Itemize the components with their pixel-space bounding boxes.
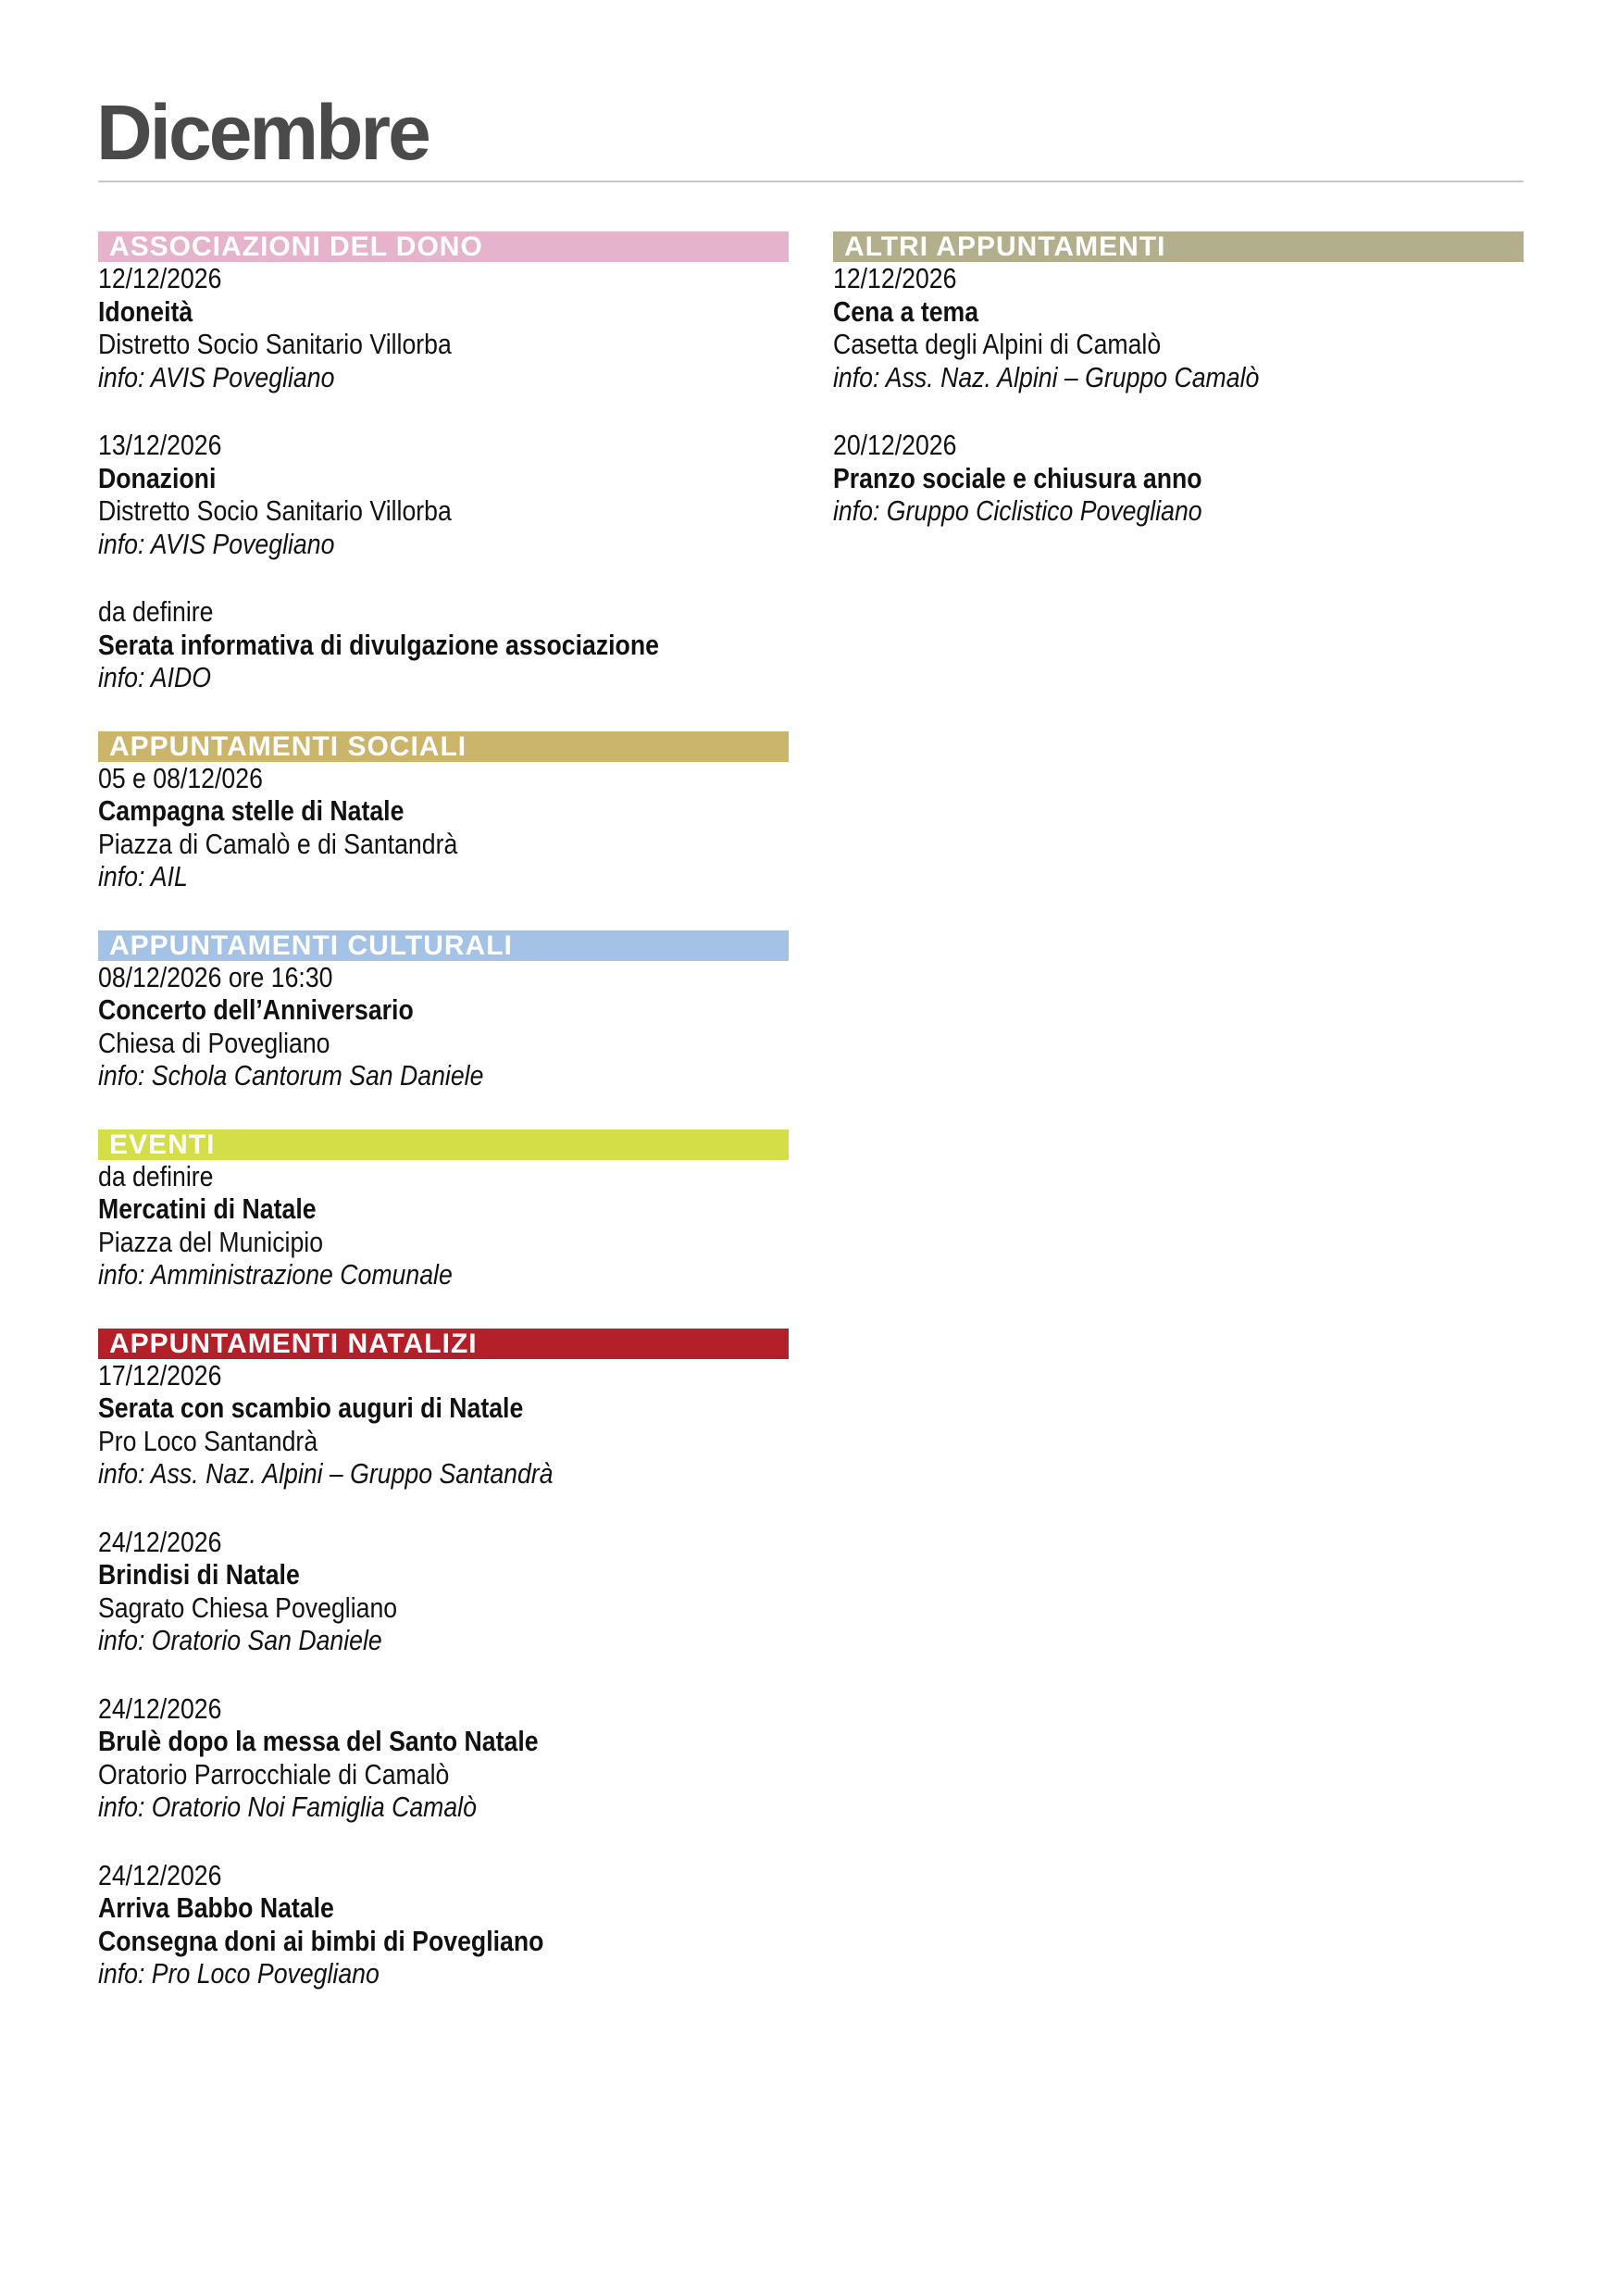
event-info: info: AVIS Povegliano xyxy=(98,527,335,560)
event-entry xyxy=(98,1359,789,1491)
left-column xyxy=(98,231,789,2028)
event-info: info: Ass. Naz. Alpini – Gruppo Camalò xyxy=(833,360,1260,393)
event-location: Piazza di Camalò e di Santandrà xyxy=(98,827,458,860)
event-date: 12/12/2026 xyxy=(833,262,957,294)
event-entry xyxy=(98,1692,789,1824)
event-info: info: AVIS Povegliano xyxy=(98,360,335,393)
event-title: Serata con scambio auguri di Natale xyxy=(98,1391,524,1424)
event-entry xyxy=(98,1526,789,1657)
event-entry xyxy=(833,262,1524,393)
event-date: 05 e 08/12/026 xyxy=(98,761,263,794)
event-date: da definire xyxy=(98,1159,214,1192)
event-location: Distretto Socio Sanitario Villorba xyxy=(98,494,452,527)
event-info: info: AIL xyxy=(98,860,188,892)
event-info: info: AIDO xyxy=(98,661,211,693)
event-location: Casetta degli Alpini di Camalò xyxy=(833,328,1162,360)
section-header: ALTRI APPUNTAMENTI xyxy=(833,231,1524,262)
event-location: Chiesa di Povegliano xyxy=(98,1026,330,1059)
section-appuntamenti-natalizi xyxy=(98,1329,789,1990)
page-title: Dicembre xyxy=(96,89,429,176)
event-title: Idoneità xyxy=(98,294,193,328)
event-date: 24/12/2026 xyxy=(98,1525,222,1558)
event-title: Brindisi di Natale xyxy=(98,1558,300,1591)
event-date: 08/12/2026 ore 16:30 xyxy=(98,960,333,993)
event-date: 12/12/2026 xyxy=(98,262,222,294)
event-info: info: Schola Cantorum San Daniele xyxy=(98,1059,484,1092)
event-title: Serata informativa di divulgazione associazione xyxy=(98,628,659,661)
event-title: Donazioni xyxy=(98,461,217,494)
right-column xyxy=(833,231,1524,565)
event-info: info: Amministrazione Comunale xyxy=(98,1258,453,1291)
event-entry xyxy=(98,595,789,694)
event-subtitle: Consegna doni ai bimbi di Povegliano xyxy=(98,1924,544,1957)
event-title: Arriva Babbo Natale xyxy=(98,1891,334,1924)
event-date: 24/12/2026 xyxy=(98,1691,222,1725)
section-header: ASSOCIAZIONI DEL DONO xyxy=(98,231,789,262)
event-title: Concerto dell’Anniversario xyxy=(98,993,414,1026)
event-date: 17/12/2026 xyxy=(98,1358,222,1391)
event-location: Piazza del Municipio xyxy=(98,1225,324,1258)
event-entry xyxy=(98,262,789,393)
section-header: APPUNTAMENTI NATALIZI xyxy=(98,1329,789,1359)
event-info: info: Oratorio San Daniele xyxy=(98,1624,382,1656)
title-divider xyxy=(98,181,1524,182)
event-title: Mercatini di Natale xyxy=(98,1192,317,1225)
event-entry xyxy=(98,1160,789,1292)
event-date: da definire xyxy=(98,595,214,628)
section-associazioni-del-dono xyxy=(98,231,789,694)
event-title: Campagna stelle di Natale xyxy=(98,794,404,827)
event-title: Brulè dopo la messa del Santo Natale xyxy=(98,1725,539,1757)
event-entry xyxy=(98,429,789,560)
event-entry xyxy=(98,1859,789,1990)
section-header: APPUNTAMENTI CULTURALI xyxy=(98,930,789,961)
event-info: info: Ass. Naz. Alpini – Gruppo Santandrà xyxy=(98,1457,554,1490)
event-entry xyxy=(833,429,1524,528)
event-info: info: Gruppo Ciclistico Povegliano xyxy=(833,494,1202,527)
event-title: Cena a tema xyxy=(833,294,979,328)
event-entry xyxy=(98,762,789,893)
event-info: info: Pro Loco Povegliano xyxy=(98,1957,380,1990)
section-appuntamenti-culturali xyxy=(98,930,789,1092)
event-info: info: Oratorio Noi Famiglia Camalò xyxy=(98,1791,477,1823)
event-date: 24/12/2026 xyxy=(98,1858,222,1891)
event-location: Sagrato Chiesa Povegliano xyxy=(98,1591,398,1624)
event-entry xyxy=(98,961,789,1092)
event-location: Pro Loco Santandrà xyxy=(98,1424,318,1457)
section-header: APPUNTAMENTI SOCIALI xyxy=(98,731,789,762)
event-date: 13/12/2026 xyxy=(98,429,222,461)
section-eventi xyxy=(98,1129,789,1292)
event-date: 20/12/2026 xyxy=(833,429,957,461)
event-location: Oratorio Parrocchiale di Camalò xyxy=(98,1757,450,1791)
section-appuntamenti-sociali xyxy=(98,731,789,893)
section-header: EVENTI xyxy=(98,1129,789,1160)
event-location: Distretto Socio Sanitario Villorba xyxy=(98,328,452,360)
event-title: Pranzo sociale e chiusura anno xyxy=(833,461,1202,494)
section-altri-appuntamenti xyxy=(833,231,1524,528)
